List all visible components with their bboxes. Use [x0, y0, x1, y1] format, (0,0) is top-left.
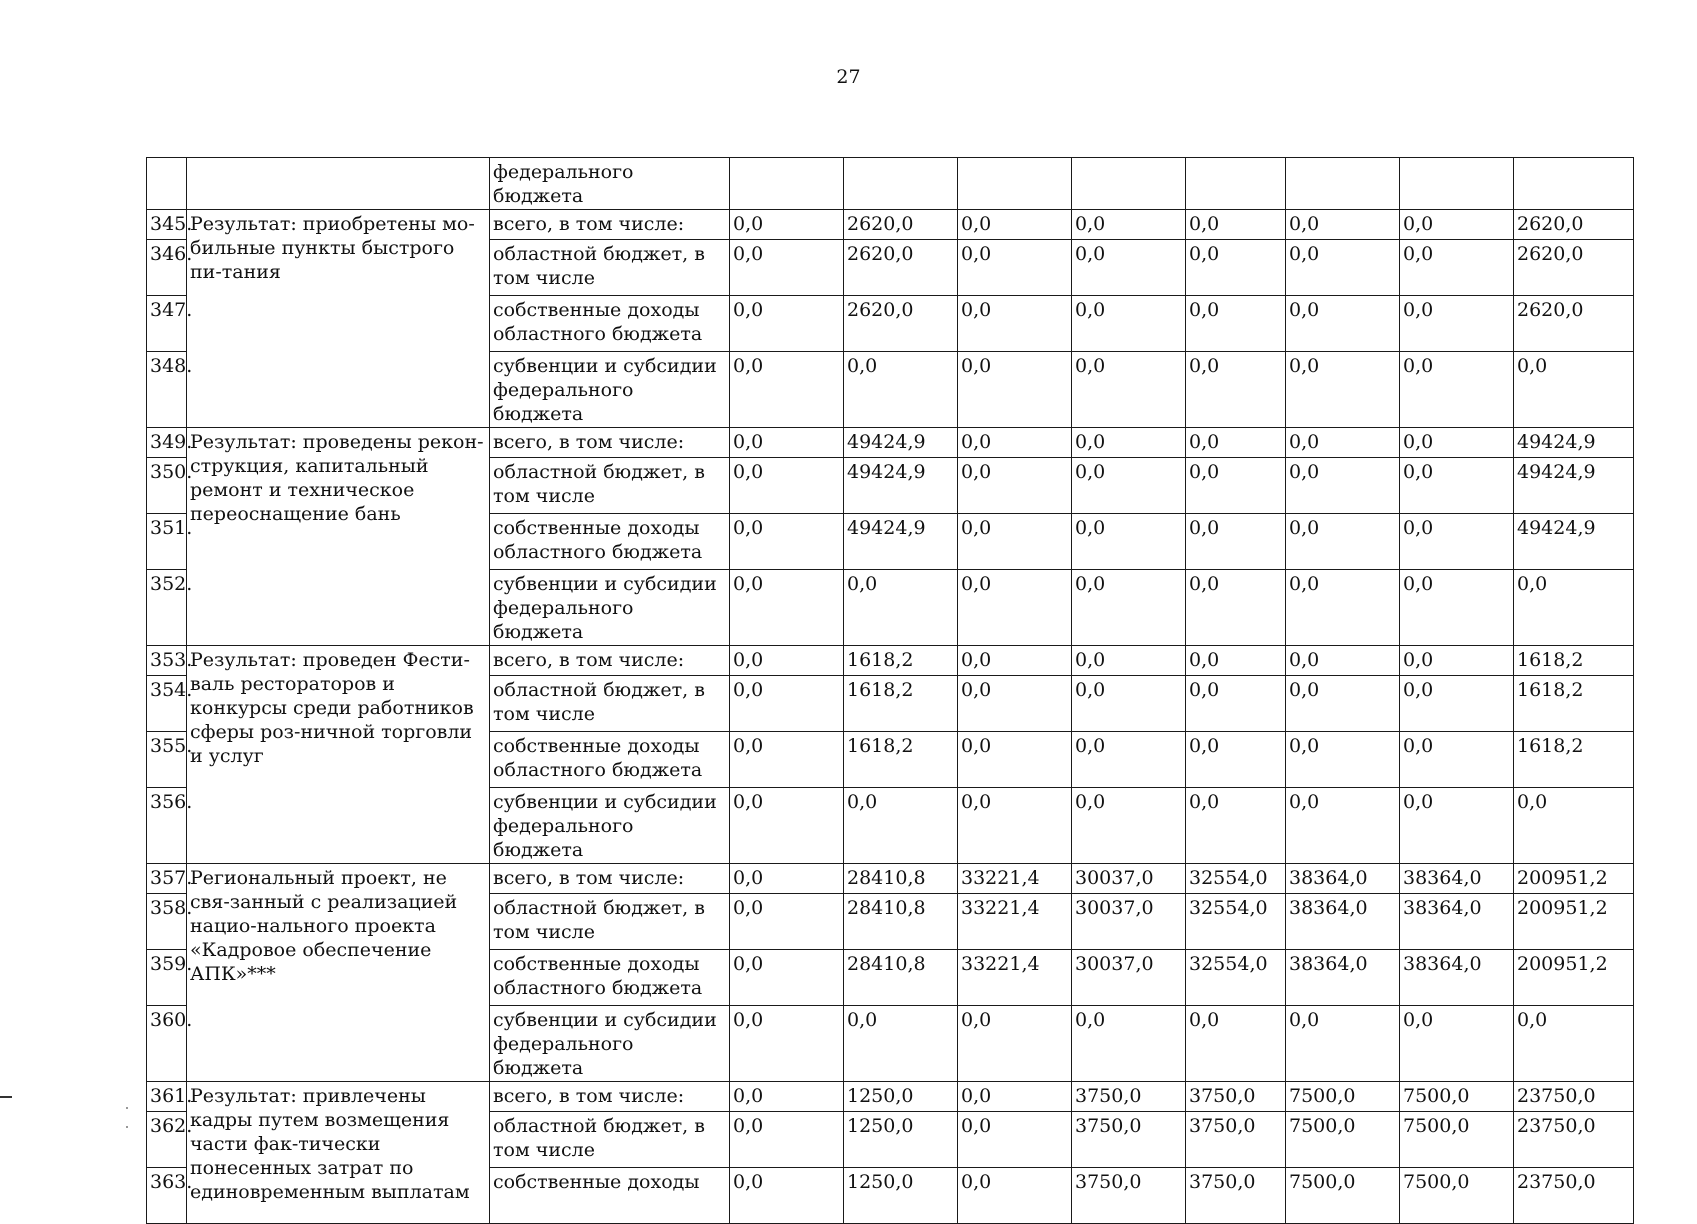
value-cell: 0,0 [1072, 788, 1186, 864]
value-cell: 38364,0 [1286, 950, 1400, 1006]
value-cell: 0,0 [958, 240, 1072, 296]
value-cell: 0,0 [730, 570, 844, 646]
value-cell: 1618,2 [1514, 646, 1634, 676]
value-cell: 33221,4 [958, 894, 1072, 950]
value-cell: 0,0 [1072, 514, 1186, 570]
row-number-cell: 345. [147, 210, 187, 240]
value-cell: 0,0 [844, 1006, 958, 1082]
value-cell: 0,0 [1072, 570, 1186, 646]
category-cell: собственные доходы областного бюджета [490, 296, 730, 352]
row-number-cell: 353. [147, 646, 187, 676]
value-cell: 0,0 [958, 514, 1072, 570]
value-cell: 200951,2 [1514, 864, 1634, 894]
row-number-cell: 359. [147, 950, 187, 1006]
category-cell: субвенции и субсидии федерального бюджета [490, 352, 730, 428]
value-cell: 0,0 [1400, 210, 1514, 240]
result-description-cell: Результат: привлечены кадры путем возмещения части фак-тически понесенных затрат по единовременным выплатам [187, 1082, 490, 1224]
value-cell: 0,0 [1286, 676, 1400, 732]
value-cell: 0,0 [1186, 352, 1286, 428]
value-cell: 0,0 [1072, 296, 1186, 352]
result-description-cell: Региональный проект, не свя-занный с реализацией нацио-нального проекта «Кадровое обеспечение АПК»*** [187, 864, 490, 1082]
value-cell: 0,0 [1400, 570, 1514, 646]
value-cell: 0,0 [1072, 352, 1186, 428]
value-cell: 0,0 [730, 428, 844, 458]
value-cell: 0,0 [1072, 646, 1186, 676]
value-cell: 0,0 [730, 1112, 844, 1168]
value-cell: 49424,9 [1514, 458, 1634, 514]
budget-table [146, 157, 1634, 1224]
continuation-row [147, 158, 1634, 210]
category-cell: субвенции и субсидии федерального бюджета [490, 570, 730, 646]
value-cell: 38364,0 [1400, 950, 1514, 1006]
value-cell: 0,0 [1400, 428, 1514, 458]
row-number-cell: 346. [147, 240, 187, 296]
value-cell: 2620,0 [844, 240, 958, 296]
row-number-cell: 360. [147, 1006, 187, 1082]
value-cell: 0,0 [958, 570, 1072, 646]
value-cell: 200951,2 [1514, 950, 1634, 1006]
value-cell: 0,0 [730, 894, 844, 950]
value-cell: 0,0 [958, 210, 1072, 240]
category-cell: областной бюджет, в том числе [490, 894, 730, 950]
value-cell: 32554,0 [1186, 864, 1286, 894]
category-cell: собственные доходы областного бюджета [490, 950, 730, 1006]
value-cell: 0,0 [1400, 296, 1514, 352]
category-cell: областной бюджет, в том числе [490, 676, 730, 732]
value-cell: 7500,0 [1286, 1112, 1400, 1168]
value-cell: 0,0 [958, 1006, 1072, 1082]
value-cell: 0,0 [730, 950, 844, 1006]
table-body [147, 158, 1634, 1224]
value-cell [1286, 158, 1400, 210]
value-cell: 33221,4 [958, 950, 1072, 1006]
result-description-cell: Результат: проведены рекон-струкция, капитальный ремонт и техническое переоснащение бань [187, 428, 490, 646]
value-cell: 0,0 [958, 1082, 1072, 1112]
value-cell: 1618,2 [844, 676, 958, 732]
value-cell: 30037,0 [1072, 864, 1186, 894]
value-cell: 32554,0 [1186, 950, 1286, 1006]
value-cell: 38364,0 [1400, 894, 1514, 950]
value-cell: 0,0 [1072, 240, 1186, 296]
value-cell: 2620,0 [844, 296, 958, 352]
value-cell: 0,0 [1072, 1006, 1186, 1082]
value-cell: 0,0 [1186, 1006, 1286, 1082]
value-cell: 0,0 [730, 240, 844, 296]
category-cell: собственные доходы областного бюджета [490, 732, 730, 788]
value-cell: 0,0 [730, 788, 844, 864]
value-cell: 28410,8 [844, 950, 958, 1006]
value-cell: 0,0 [1072, 676, 1186, 732]
category-cell: федерального бюджета [490, 158, 730, 210]
value-cell: 23750,0 [1514, 1112, 1634, 1168]
value-cell: 38364,0 [1286, 864, 1400, 894]
scan-dot [126, 1107, 128, 1109]
value-cell [1514, 158, 1634, 210]
value-cell: 38364,0 [1286, 894, 1400, 950]
value-cell: 0,0 [1186, 676, 1286, 732]
value-cell: 0,0 [1286, 788, 1400, 864]
value-cell: 0,0 [958, 1168, 1072, 1224]
category-cell: областной бюджет, в том числе [490, 240, 730, 296]
value-cell: 0,0 [844, 352, 958, 428]
row-number-cell: 349. [147, 428, 187, 458]
value-cell: 0,0 [1186, 788, 1286, 864]
value-cell: 0,0 [1514, 788, 1634, 864]
row-number-cell: 356. [147, 788, 187, 864]
value-cell: 2620,0 [1514, 240, 1634, 296]
category-cell: собственные доходы [490, 1168, 730, 1224]
category-cell: субвенции и субсидии федерального бюджета [490, 1006, 730, 1082]
category-cell: всего, в том числе: [490, 428, 730, 458]
value-cell: 0,0 [1286, 458, 1400, 514]
value-cell: 1618,2 [844, 732, 958, 788]
value-cell: 0,0 [730, 514, 844, 570]
value-cell: 1618,2 [844, 646, 958, 676]
value-cell: 3750,0 [1072, 1112, 1186, 1168]
value-cell: 0,0 [1186, 570, 1286, 646]
value-cell [1072, 158, 1186, 210]
result-cell [187, 158, 490, 210]
value-cell: 1618,2 [1514, 676, 1634, 732]
value-cell: 0,0 [1400, 788, 1514, 864]
value-cell [730, 158, 844, 210]
value-cell: 1250,0 [844, 1112, 958, 1168]
value-cell: 32554,0 [1186, 894, 1286, 950]
value-cell: 3750,0 [1186, 1082, 1286, 1112]
value-cell: 0,0 [1186, 428, 1286, 458]
value-cell: 0,0 [730, 1006, 844, 1082]
value-cell: 7500,0 [1400, 1082, 1514, 1112]
row-number-cell: 357. [147, 864, 187, 894]
table-row [147, 1082, 1634, 1112]
category-cell: областной бюджет, в том числе [490, 458, 730, 514]
row-number-cell: 348. [147, 352, 187, 428]
value-cell: 7500,0 [1286, 1082, 1400, 1112]
value-cell: 0,0 [1072, 458, 1186, 514]
value-cell: 0,0 [1286, 646, 1400, 676]
value-cell: 49424,9 [1514, 428, 1634, 458]
page-number: 27 [836, 66, 861, 88]
value-cell: 3750,0 [1072, 1082, 1186, 1112]
value-cell: 33221,4 [958, 864, 1072, 894]
row-number-cell: 361. [147, 1082, 187, 1112]
value-cell: 0,0 [958, 676, 1072, 732]
value-cell: 0,0 [730, 676, 844, 732]
value-cell: 3750,0 [1186, 1168, 1286, 1224]
category-cell: собственные доходы областного бюджета [490, 514, 730, 570]
value-cell: 1618,2 [1514, 732, 1634, 788]
value-cell: 0,0 [730, 1082, 844, 1112]
value-cell: 0,0 [1400, 240, 1514, 296]
value-cell: 1250,0 [844, 1168, 958, 1224]
value-cell: 0,0 [1514, 570, 1634, 646]
value-cell: 0,0 [730, 1168, 844, 1224]
value-cell: 0,0 [730, 864, 844, 894]
value-cell: 0,0 [1400, 676, 1514, 732]
value-cell: 0,0 [1286, 296, 1400, 352]
value-cell: 0,0 [1514, 1006, 1634, 1082]
row-number-cell: 352. [147, 570, 187, 646]
scan-mark [0, 1096, 12, 1098]
value-cell: 2620,0 [1514, 210, 1634, 240]
value-cell: 23750,0 [1514, 1168, 1634, 1224]
value-cell: 0,0 [1186, 732, 1286, 788]
value-cell: 0,0 [844, 788, 958, 864]
value-cell: 0,0 [1286, 570, 1400, 646]
row-number-cell [147, 158, 187, 210]
value-cell: 0,0 [1286, 352, 1400, 428]
value-cell: 0,0 [958, 788, 1072, 864]
value-cell: 0,0 [730, 296, 844, 352]
value-cell: 2620,0 [1514, 296, 1634, 352]
row-number-cell: 355. [147, 732, 187, 788]
category-cell: всего, в том числе: [490, 646, 730, 676]
row-number-cell: 354. [147, 676, 187, 732]
category-cell: всего, в том числе: [490, 864, 730, 894]
value-cell: 3750,0 [1072, 1168, 1186, 1224]
value-cell: 7500,0 [1400, 1168, 1514, 1224]
value-cell: 0,0 [1186, 514, 1286, 570]
category-cell: областной бюджет, в том числе [490, 1112, 730, 1168]
value-cell [1186, 158, 1286, 210]
value-cell: 0,0 [958, 1112, 1072, 1168]
value-cell: 30037,0 [1072, 950, 1186, 1006]
value-cell: 0,0 [1186, 240, 1286, 296]
value-cell: 49424,9 [844, 428, 958, 458]
value-cell: 0,0 [1286, 732, 1400, 788]
value-cell: 0,0 [1400, 732, 1514, 788]
value-cell: 28410,8 [844, 864, 958, 894]
value-cell: 0,0 [1186, 458, 1286, 514]
value-cell: 3750,0 [1186, 1112, 1286, 1168]
value-cell: 7500,0 [1286, 1168, 1400, 1224]
row-number-cell: 358. [147, 894, 187, 950]
value-cell: 0,0 [1400, 458, 1514, 514]
value-cell [958, 158, 1072, 210]
value-cell: 0,0 [1186, 646, 1286, 676]
value-cell: 49424,9 [844, 514, 958, 570]
value-cell: 200951,2 [1514, 894, 1634, 950]
value-cell: 0,0 [1286, 210, 1400, 240]
value-cell: 0,0 [730, 732, 844, 788]
category-cell: всего, в том числе: [490, 210, 730, 240]
value-cell: 0,0 [958, 732, 1072, 788]
row-number-cell: 350. [147, 458, 187, 514]
value-cell: 30037,0 [1072, 894, 1186, 950]
value-cell: 28410,8 [844, 894, 958, 950]
value-cell: 0,0 [730, 210, 844, 240]
value-cell: 0,0 [1072, 732, 1186, 788]
result-description-cell: Результат: приобретены мо-бильные пункты быстрого пи-тания [187, 210, 490, 428]
value-cell [844, 158, 958, 210]
table-row [147, 428, 1634, 458]
value-cell: 0,0 [1186, 210, 1286, 240]
value-cell: 0,0 [844, 570, 958, 646]
category-cell: субвенции и субсидии федерального бюджета [490, 788, 730, 864]
value-cell: 0,0 [958, 458, 1072, 514]
result-description-cell: Результат: проведен Фести-валь рестораторов и конкурсы среди работников сферы роз-ничной торговли и услуг [187, 646, 490, 864]
value-cell: 0,0 [1400, 1006, 1514, 1082]
value-cell: 0,0 [730, 458, 844, 514]
value-cell: 0,0 [1286, 1006, 1400, 1082]
value-cell: 23750,0 [1514, 1082, 1634, 1112]
value-cell: 0,0 [958, 646, 1072, 676]
value-cell: 0,0 [958, 296, 1072, 352]
value-cell: 0,0 [1072, 210, 1186, 240]
table-row [147, 646, 1634, 676]
value-cell: 0,0 [1072, 428, 1186, 458]
value-cell: 0,0 [730, 352, 844, 428]
value-cell: 0,0 [1400, 514, 1514, 570]
value-cell: 0,0 [1286, 240, 1400, 296]
value-cell: 0,0 [730, 646, 844, 676]
value-cell: 0,0 [1514, 352, 1634, 428]
category-cell: всего, в том числе: [490, 1082, 730, 1112]
value-cell: 1250,0 [844, 1082, 958, 1112]
row-number-cell: 347. [147, 296, 187, 352]
row-number-cell: 363. [147, 1168, 187, 1224]
value-cell: 49424,9 [1514, 514, 1634, 570]
value-cell [1400, 158, 1514, 210]
value-cell: 0,0 [958, 428, 1072, 458]
value-cell: 38364,0 [1400, 864, 1514, 894]
value-cell: 49424,9 [844, 458, 958, 514]
table-row [147, 864, 1634, 894]
value-cell: 0,0 [1286, 428, 1400, 458]
value-cell: 0,0 [1186, 296, 1286, 352]
value-cell: 0,0 [1400, 646, 1514, 676]
row-number-cell: 351. [147, 514, 187, 570]
value-cell: 0,0 [958, 352, 1072, 428]
row-number-cell: 362. [147, 1112, 187, 1168]
value-cell: 7500,0 [1400, 1112, 1514, 1168]
scan-dot [126, 1126, 128, 1128]
table-row [147, 210, 1634, 240]
value-cell: 0,0 [1286, 514, 1400, 570]
value-cell: 2620,0 [844, 210, 958, 240]
value-cell: 0,0 [1400, 352, 1514, 428]
